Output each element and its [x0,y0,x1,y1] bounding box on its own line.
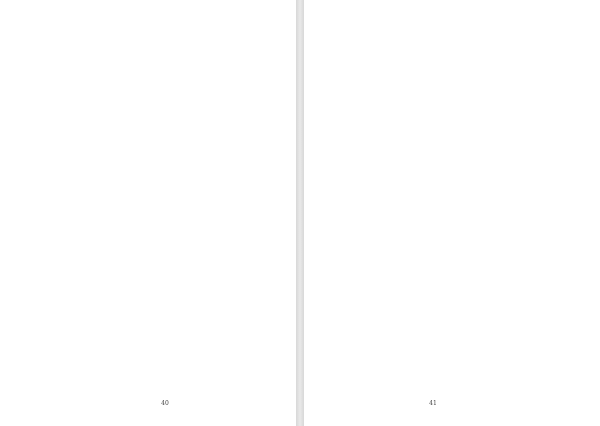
page-number: 40 [161,400,169,407]
left-page-text [60,18,270,388]
right-page [304,0,600,426]
page-number: 41 [429,400,437,407]
gutter [296,0,304,426]
right-page-text [328,18,538,388]
left-page [0,0,296,426]
